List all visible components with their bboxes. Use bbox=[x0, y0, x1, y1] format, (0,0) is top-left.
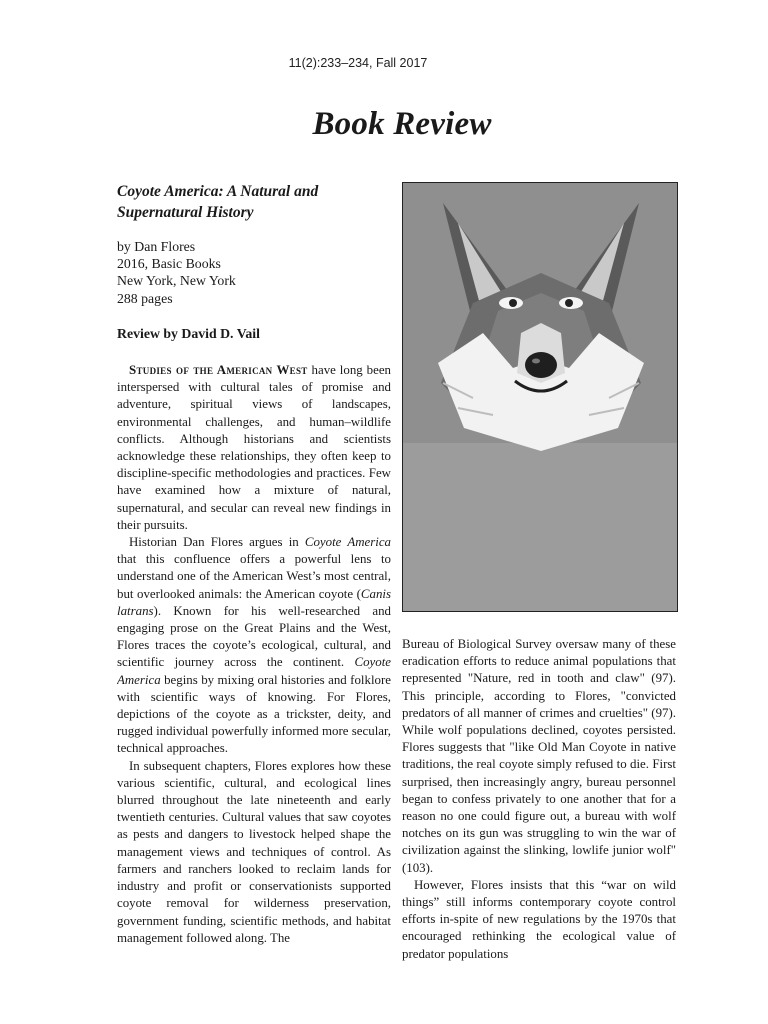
text-column-left bbox=[117, 362, 391, 980]
p2-italic-1: Coyote America bbox=[304, 535, 391, 550]
paragraph-5: However, Flores insists that this “war on wild things” still informs contemporary coyote control efforts in-spite of new regulations by the 1970s that encouraged rethinking the ecological value of predator populations bbox=[402, 877, 676, 961]
text-column-right bbox=[402, 636, 676, 980]
book-pages: 288 pages bbox=[117, 290, 173, 306]
book-cover-image bbox=[402, 182, 678, 612]
paragraph-1 bbox=[117, 362, 391, 534]
p2-part-d: begins by mixing oral histories and folklore with scientific ways of knowing. For Flores, depictions of the coyote as a trickster, deity, and rugged individual powerfully informed more secular, technical approaches. bbox=[117, 672, 391, 756]
paragraph-3: In subsequent chapters, Flores explores how these various scientific, cultural, and ecological lines blurred throughout the late nineteenth and early twentieth centuries. Cultural values that saw coyotes as pests and dangers to livestock helped shape the management views and techniques of control. As farmers and ranchers looked to reclaim lands for industry and profit or conservationists supported coyote removal for wilderness preservation, government funding, scientific methods, and habitat management followed along. The bbox=[117, 758, 391, 945]
book-details bbox=[117, 238, 236, 307]
book-publisher: 2016, Basic Books bbox=[117, 256, 221, 272]
book-location: New York, New York bbox=[117, 273, 236, 289]
paragraph-1-text: have long been interspersed with cultural tales of promise and adventure, spiritual views of landscapes, environmental challenges, and human–wildlife conflicts. Although historians and scientists acknowledge these relationships, they often keep to discipline-specific methodologies and practices. Few have examined how a mixture of natural, supernatural, and secular can reveal new findings in their pursuits. bbox=[117, 363, 391, 532]
p2-italic-3: Coyote America bbox=[117, 655, 391, 687]
p2-part-b: that this confluence offers a powerful lens to understand one of the American West’s most central, but overlooked animals: the American coyote ( bbox=[117, 552, 391, 601]
page-heading: Book Review bbox=[312, 106, 492, 142]
paragraph-2 bbox=[117, 534, 391, 758]
book-author: by Dan Flores bbox=[117, 239, 196, 254]
book-title: Coyote America: A Natural and Supernatural History bbox=[117, 183, 319, 221]
coyote-face-icon bbox=[403, 183, 678, 612]
journal-citation: 11(2):233–234, Fall 2017 bbox=[288, 56, 428, 70]
p2-part-a: Historian Dan Flores argues in bbox=[129, 535, 305, 550]
paragraph-4: Bureau of Biological Survey oversaw many of these eradication efforts to reduce animal populations that represented "Nature, red in tooth and claw" (97). This principle, according to Flores, "convicted predators of all manner of crimes and cruelties" (97). While wolf populations declined, coyotes persisted. Flores suggests that "like Old Man Coyote in native traditions, the real coyote simply refused to die. First surprised, then increasingly angry, bureau personnel began to confess privately to one another that for a reason no one could figure out, a bureau with wolf notches on its gun was struggling to win the war of civilization against the slinking, lowlife junior wolf" (103). bbox=[402, 637, 676, 875]
p2-part-c: ). Known for his well-researched and engaging prose on the Great Plains and the West, Flores traces the coyote’s ecological, cultural, and scientific journey across the continent. bbox=[117, 603, 391, 670]
lead-in: Studies of the American West bbox=[129, 363, 308, 377]
reviewer-byline: Review by David D. Vail bbox=[117, 326, 260, 341]
p2-italic-2: Canis latrans bbox=[117, 586, 391, 618]
